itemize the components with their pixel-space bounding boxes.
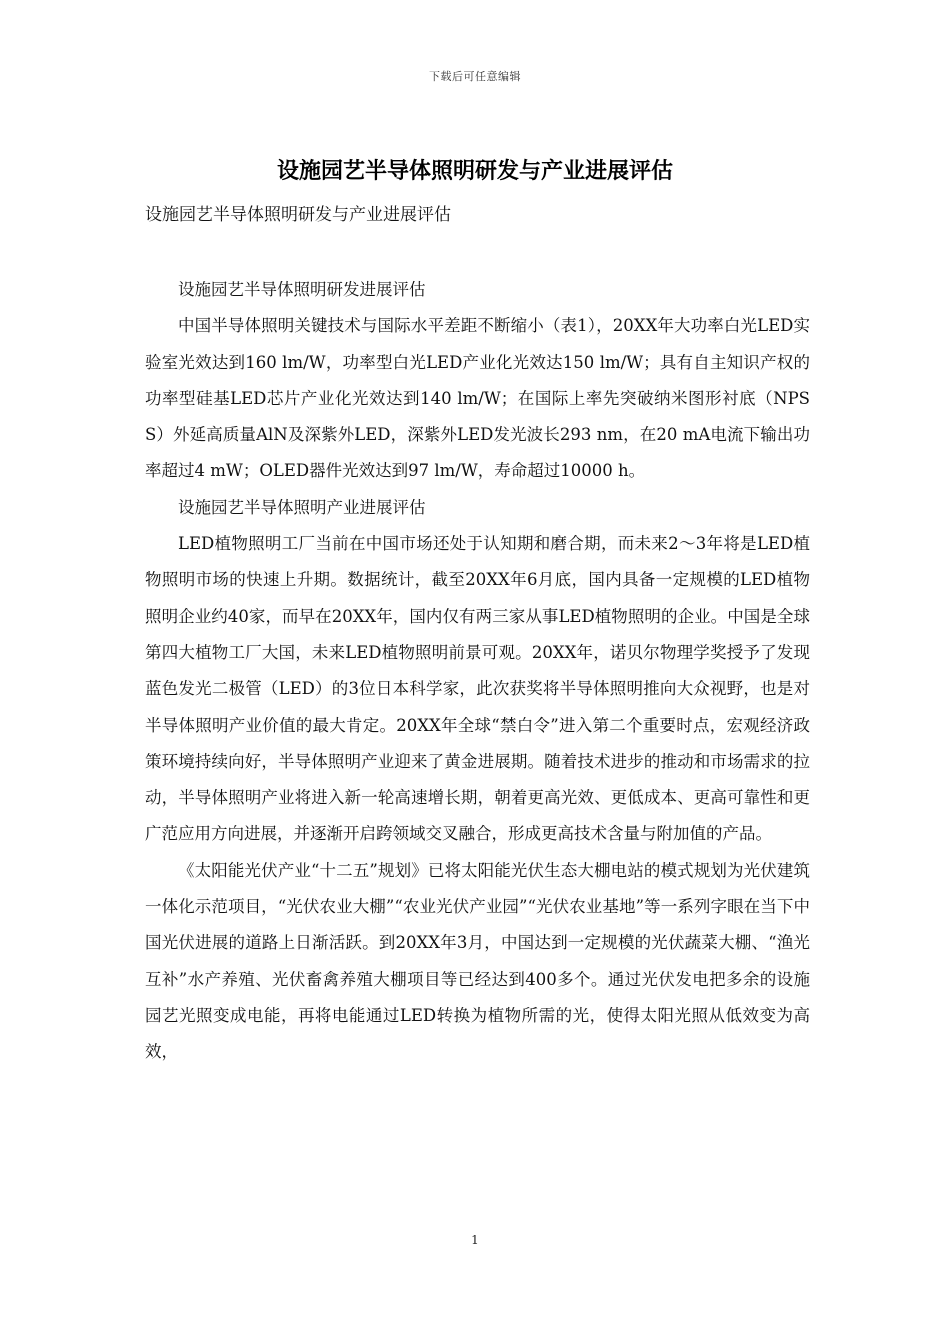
header-note: 下载后可任意编辑 <box>429 70 521 83</box>
document-title: 设施园艺半导体照明研发与产业进展评估 <box>276 158 673 184</box>
paragraph-rd-progress: 中国半导体照明关键技术与国际水平差距不断缩小（表1），20XX年大功率白光LED实验室光效达到160 lm/W，功率型白光LED产业化光效达150 lm/W；具有自主知识产权的功率型硅基LED芯片产业化光效达到140 lm/W；在国际上率先突破纳米图形衬底（NPSS）外延高质量AlN及深紫外LED，深紫外LED发光波长293 nm，在20 mA电流下输出功率超过4 mW；OLED器件光效达到97 lm/W，寿命超过10000 h。 <box>145 316 810 481</box>
document-body <box>145 272 810 1071</box>
section-heading-rd: 设施园艺半导体照明研发进展评估 <box>178 280 426 299</box>
paragraph-solar-pv: 《太阳能光伏产业“十二五”规划》已将太阳能光伏生态大棚电站的模式规划为光伏建筑一体化示范项目，“光伏农业大棚”“农业光伏产业园”“光伏农业基地”等一系列字眼在当下中国光伏进展的道路上日渐活跃。到20XX年3月，中国达到一定规模的光伏蔬菜大棚、“渔光互补”水产养殖、光伏畜禽养殖大棚项目等已经达到400多个。通过光伏发电把多余的设施园艺光照变成电能，再将电能通过LED转换为植物所需的光，使得太阳光照从低效变为高效， <box>145 860 811 1062</box>
section-heading-industry: 设施园艺半导体照明产业进展评估 <box>178 497 426 517</box>
paragraph-led-plant-factory: LED植物照明工厂当前在中国市场还处于认知期和磨合期，而未来2～3年将是LED植物照明市场的快速上升期。数据统计，截至20XX年6月底，国内具备一定规模的LED植物照明企业约40家，而早在20XX年，国内仅有两三家从事LED植物照明的企业。中国是全球第四大植物工厂大国，未来LED植物照明前景可观。20XX年，诺贝尔物理学奖授予了发现蓝色发光二极管（LED）的3位日本科学家，此次获奖将半导体照明推向大众视野，也是对半导体照明产业价值的最大肯定。20XX年全球“禁白令”进入第二个重要时点，宏观经济政策环境持续向好，半导体照明产业迎来了黄金进展期。随着技术进步的推动和市场需求的拉动，半导体照明产业将进入新一轮高速增长期，朝着更高光效、更低成本、更高可靠性和更广范应用方向进展，并逐渐开启跨领域交叉融合，形成更高技术含量与附加值的产品。 <box>145 534 810 844</box>
document-subtitle: 设施园艺半导体照明研发与产业进展评估 <box>145 205 451 225</box>
page-number: 1 <box>471 1233 479 1247</box>
